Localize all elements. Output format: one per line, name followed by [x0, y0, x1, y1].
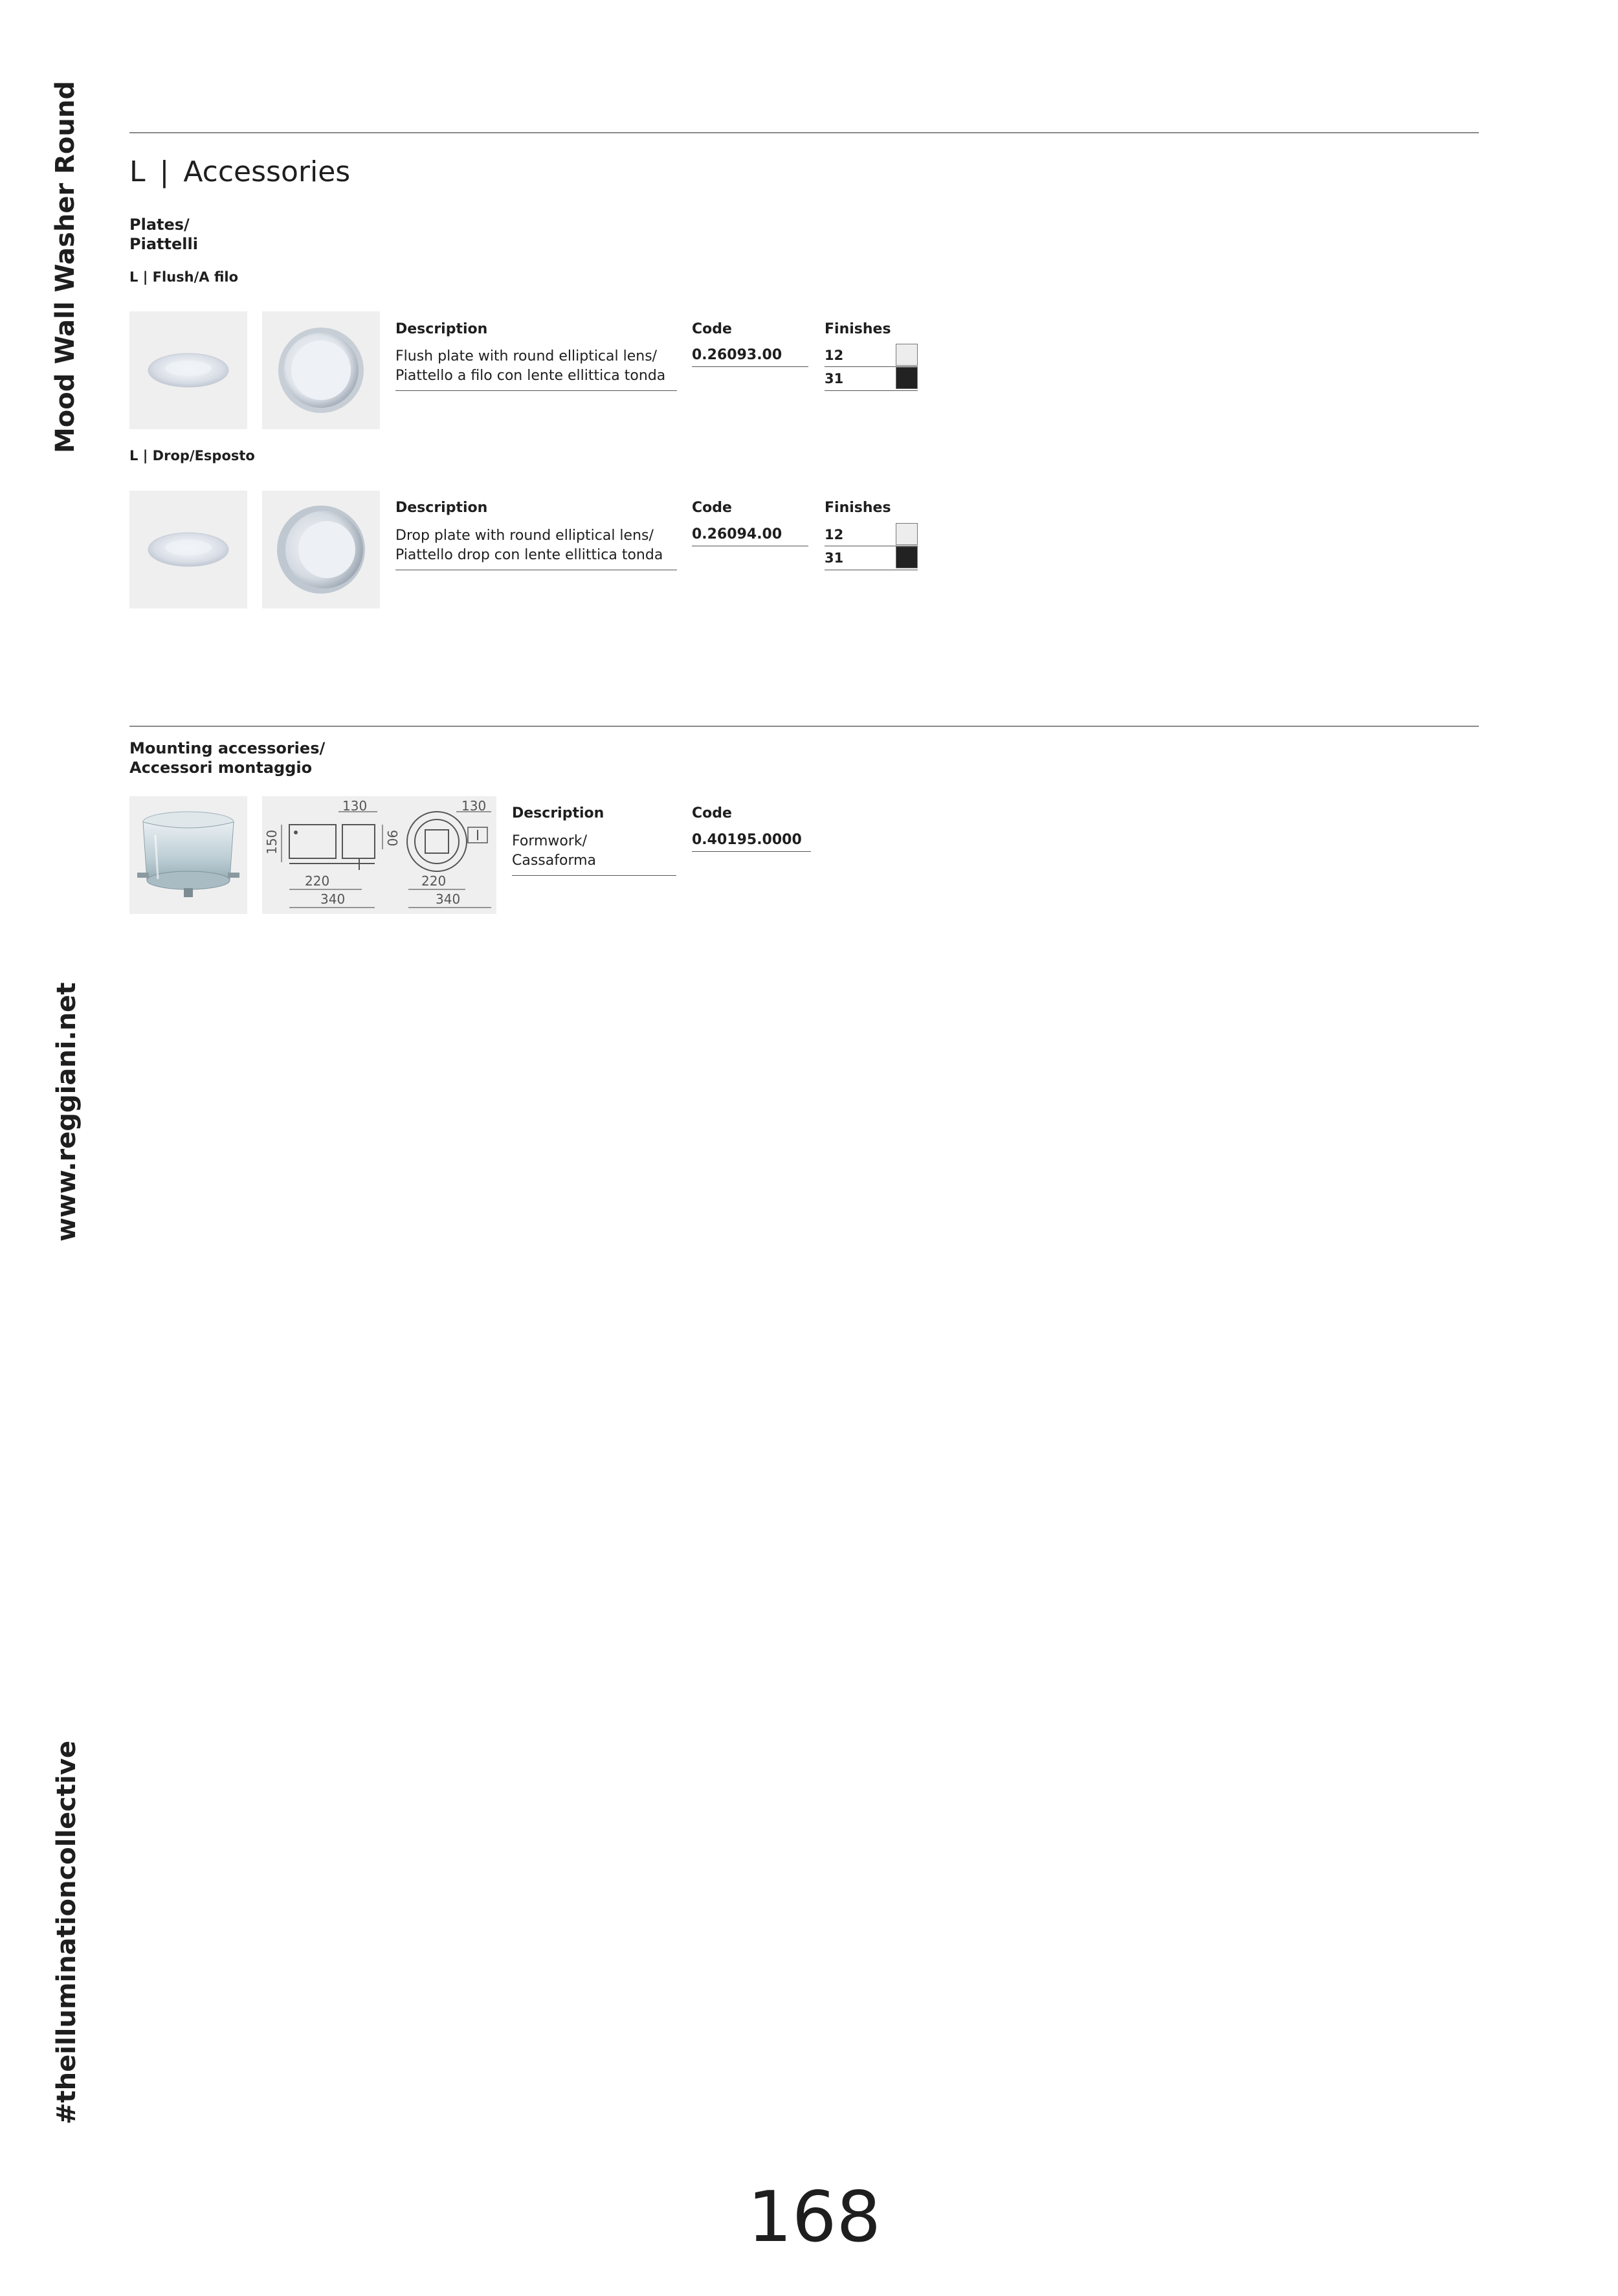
drop-plate-image: [129, 491, 247, 608]
section-divider: |: [159, 155, 170, 188]
formwork-drawing: [262, 796, 496, 914]
drop-col-code: Code: [692, 500, 732, 516]
drop-finish-swatch-2[interactable]: [896, 546, 918, 568]
mounting-code[interactable]: 0.40195.0000: [692, 832, 802, 848]
dim-d: 220: [305, 873, 330, 889]
section-header: [129, 155, 350, 188]
flush-finish-code-1: 12: [825, 348, 844, 363]
flush-finish-swatch-2[interactable]: [896, 367, 918, 389]
flush-code-underline: [692, 366, 808, 367]
dim-g: 220: [421, 873, 447, 889]
drop-group-label: L | Drop/Esposto: [129, 448, 255, 463]
flush-plate-image: [129, 311, 247, 429]
drop-plate-photo: [129, 491, 247, 608]
flush-code[interactable]: 0.26093.00: [692, 347, 782, 363]
top-rule: [129, 132, 1479, 133]
mounting-col-description: Description: [512, 805, 604, 821]
dim-f: 130: [461, 798, 487, 814]
plates-title: [129, 215, 198, 254]
mounting-description-line1: Formwork/: [512, 833, 588, 849]
section-title: Accessories: [183, 155, 351, 188]
flush-col-description: Description: [395, 321, 488, 337]
mounting-col-code: Code: [692, 805, 732, 821]
drop-description-line2: Piattello drop con lente ellittica tonda: [395, 547, 663, 563]
side-product-name: Mood Wall Washer Round: [50, 81, 80, 453]
drop-description-line1: Drop plate with round elliptical lens/: [395, 528, 654, 544]
plates-title-line2: Piattelli: [129, 235, 198, 253]
drop-code[interactable]: 0.26094.00: [692, 526, 782, 542]
plates-title-line1: Plates/: [129, 216, 190, 234]
drop-finish-code-1: 12: [825, 527, 844, 542]
mounting-code-underline: [692, 851, 811, 852]
dim-b: 150: [264, 829, 280, 854]
dim-c: 90: [384, 830, 400, 847]
dim-h: 340: [436, 891, 461, 907]
flush-description-line2: Piattello a filo con lente ellittica tonda: [395, 368, 666, 384]
formwork-dimension-drawing: [262, 796, 496, 914]
mounting-title-line2: Accessori montaggio: [129, 759, 313, 777]
formwork-image: [129, 796, 247, 914]
flush-col-code: Code: [692, 321, 732, 337]
drop-plate-front-image: [262, 491, 380, 608]
flush-finish-underline-2: [825, 390, 918, 391]
flush-description-line1: Flush plate with round elliptical lens/: [395, 348, 658, 364]
side-website[interactable]: www.reggiani.net: [52, 982, 82, 1242]
dim-e: 340: [320, 891, 346, 907]
flush-plate-front-photo: [262, 311, 380, 429]
side-hashtag: #theilluminationcollective: [52, 1741, 82, 2124]
flush-plate-photo: [129, 311, 247, 429]
drop-finish-code-2: 31: [825, 550, 844, 566]
flush-finish-code-2: 31: [825, 371, 844, 386]
flush-col-finishes: Finishes: [825, 321, 891, 337]
page-number: 168: [748, 2177, 881, 2258]
mounting-description-underline: [512, 875, 676, 876]
mounting-title-line1: Mounting accessories/: [129, 739, 326, 757]
flush-description: [395, 347, 665, 386]
section-prefix: L: [129, 155, 146, 188]
dim-a: 130: [342, 798, 368, 814]
drop-description: [395, 526, 663, 565]
flush-plate-front-image: [262, 311, 380, 429]
mounting-description: [512, 832, 596, 871]
drop-plate-front-photo: [262, 491, 380, 608]
mounting-rule: [129, 726, 1479, 727]
formwork-photo: [129, 796, 247, 914]
flush-group-label: L | Flush/A filo: [129, 269, 239, 285]
drop-col-description: Description: [395, 500, 488, 516]
flush-finish-swatch-1[interactable]: [896, 344, 918, 366]
flush-description-underline: [395, 390, 677, 391]
drop-col-finishes: Finishes: [825, 500, 891, 516]
drop-finish-swatch-1[interactable]: [896, 523, 918, 545]
mounting-description-line2: Cassaforma: [512, 853, 597, 869]
mounting-title: [129, 739, 325, 777]
